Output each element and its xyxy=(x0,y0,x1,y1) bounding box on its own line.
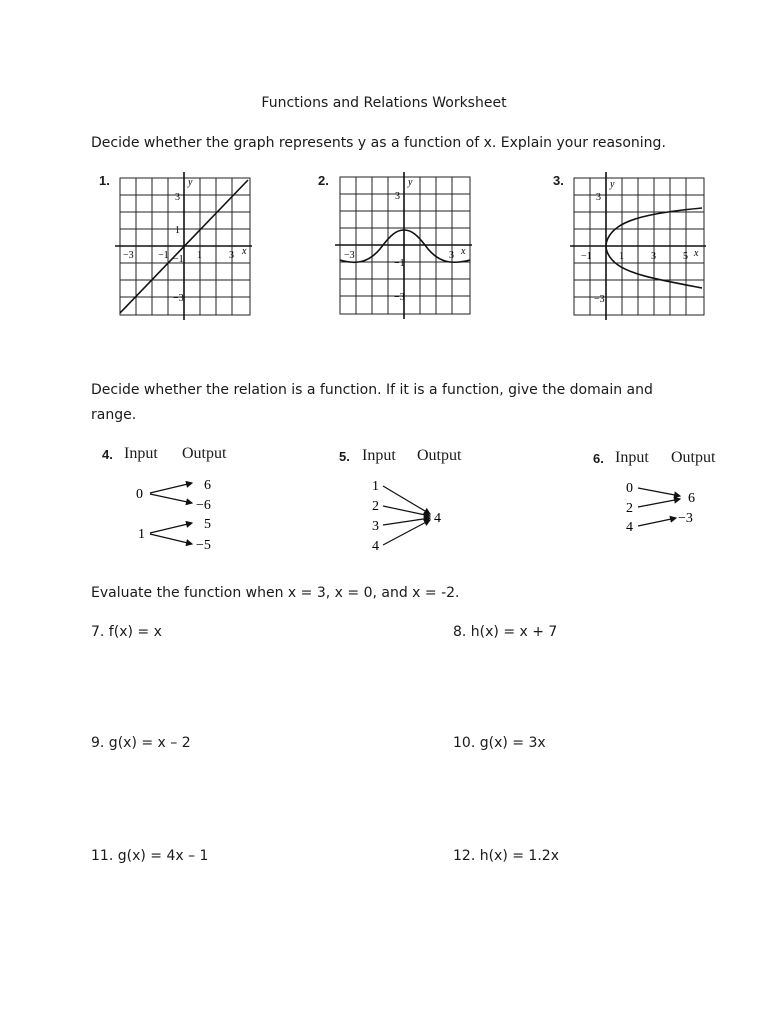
graph-2-y3: 3 xyxy=(395,191,400,202)
graph-1 xyxy=(115,170,255,320)
mapping-5-number: 5. xyxy=(339,449,350,464)
graph-1-xm1: −1 xyxy=(158,250,169,261)
mapping-4-output-0: 6 xyxy=(204,478,211,493)
graph-3 xyxy=(570,172,710,322)
graph-1-ym3: −3 xyxy=(173,293,184,304)
problem-7: 7. f(x) = x xyxy=(91,624,162,640)
graph-1-number: 1. xyxy=(99,173,110,188)
graph-2-xvar: x xyxy=(461,246,466,257)
mapping-6-arrow xyxy=(638,499,680,507)
graph-3-xm1: −1 xyxy=(581,251,592,262)
graph-1-xvar: x xyxy=(242,246,247,257)
problem-9: 9. g(x) = x – 2 xyxy=(91,735,191,751)
evaluate-instruction: Evaluate the function when x = 3, x = 0, and x = -2. xyxy=(91,585,460,601)
mapping-6-output-header: Output xyxy=(671,449,716,466)
mapping-5-output-0: 4 xyxy=(434,511,441,526)
problem-8: 8. h(x) = x + 7 xyxy=(453,624,558,640)
graph-2-x3: 3 xyxy=(449,250,454,261)
mapping-5-input-header: Input xyxy=(362,447,396,464)
graph-3-x3: 3 xyxy=(651,251,656,262)
mapping-6-output-0: 6 xyxy=(688,491,695,506)
graph-2-number: 2. xyxy=(318,173,329,188)
mapping-4-number: 4. xyxy=(102,447,113,462)
mapping-5-diagram xyxy=(368,474,458,556)
mapping-4-diagram xyxy=(130,472,240,557)
mapping-6-arrow xyxy=(638,518,676,526)
mapping-6-number: 6. xyxy=(593,451,604,466)
graph-1-ym1: −1 xyxy=(173,254,184,265)
mapping-5-output-header: Output xyxy=(417,447,462,464)
problem-12: 12. h(x) = 1.2x xyxy=(453,848,559,864)
relation-instruction: Decide whether the relation is a function. If it is a function, give the domain and range. xyxy=(91,382,653,423)
mapping-4-arrow xyxy=(150,523,192,533)
graph-2 xyxy=(335,172,475,322)
graph-2-ym1: −1 xyxy=(394,258,405,269)
mapping-6-input-2: 4 xyxy=(626,520,633,535)
graph-2-xm3: −3 xyxy=(344,250,355,261)
graph-3-y3: 3 xyxy=(596,192,601,203)
mapping-4-input-header: Input xyxy=(124,445,158,462)
graph-1-y1: 1 xyxy=(175,225,180,236)
graph-1-x3: 3 xyxy=(229,250,234,261)
mapping-4-input-1: 1 xyxy=(138,527,145,542)
mapping-4-arrow xyxy=(150,494,192,503)
worksheet-title: Functions and Relations Worksheet xyxy=(261,95,507,111)
mapping-5-arrow xyxy=(383,506,430,516)
graph-instruction: Decide whether the graph represents y as a function of x. Explain your reasoning. xyxy=(91,135,666,151)
mapping-5-input-3: 4 xyxy=(372,539,379,554)
graph-3-x1: 1 xyxy=(619,251,624,262)
mapping-6-diagram xyxy=(622,476,712,538)
mapping-4-output-2: 5 xyxy=(204,517,211,532)
mapping-5-input-2: 3 xyxy=(372,519,379,534)
graph-3-ym3: −3 xyxy=(594,294,605,305)
mapping-4-arrow xyxy=(150,534,192,544)
mapping-4-input-0: 0 xyxy=(136,487,143,502)
graph-3-yvar: y xyxy=(610,179,615,190)
graph-1-x1: 1 xyxy=(197,250,202,261)
graph-1-yvar: y xyxy=(188,177,193,188)
graph-3-x5: 5 xyxy=(683,251,688,262)
graph-2-ym3: −3 xyxy=(394,292,405,303)
mapping-4-output-1: −6 xyxy=(196,498,211,513)
mapping-6-input-0: 0 xyxy=(626,481,633,496)
graph-2-yvar: y xyxy=(408,177,413,188)
graph-1-y3: 3 xyxy=(175,192,180,203)
mapping-6-arrow xyxy=(638,488,680,496)
graph-3-number: 3. xyxy=(553,173,564,188)
mapping-6-output-1: −3 xyxy=(678,511,693,526)
mapping-5-input-0: 1 xyxy=(372,479,379,494)
graph-3-xvar: x xyxy=(694,248,699,259)
mapping-6-input-1: 2 xyxy=(626,501,633,516)
problem-10: 10. g(x) = 3x xyxy=(453,735,546,751)
mapping-5-input-1: 2 xyxy=(372,499,379,514)
mapping-5-arrow xyxy=(383,486,430,514)
graph-1-xm3: −3 xyxy=(123,250,134,261)
mapping-6-input-header: Input xyxy=(615,449,649,466)
problem-11: 11. g(x) = 4x – 1 xyxy=(91,848,209,864)
mapping-4-arrow xyxy=(150,483,192,493)
mapping-4-output-header: Output xyxy=(182,445,227,462)
mapping-4-output-3: −5 xyxy=(196,538,211,553)
